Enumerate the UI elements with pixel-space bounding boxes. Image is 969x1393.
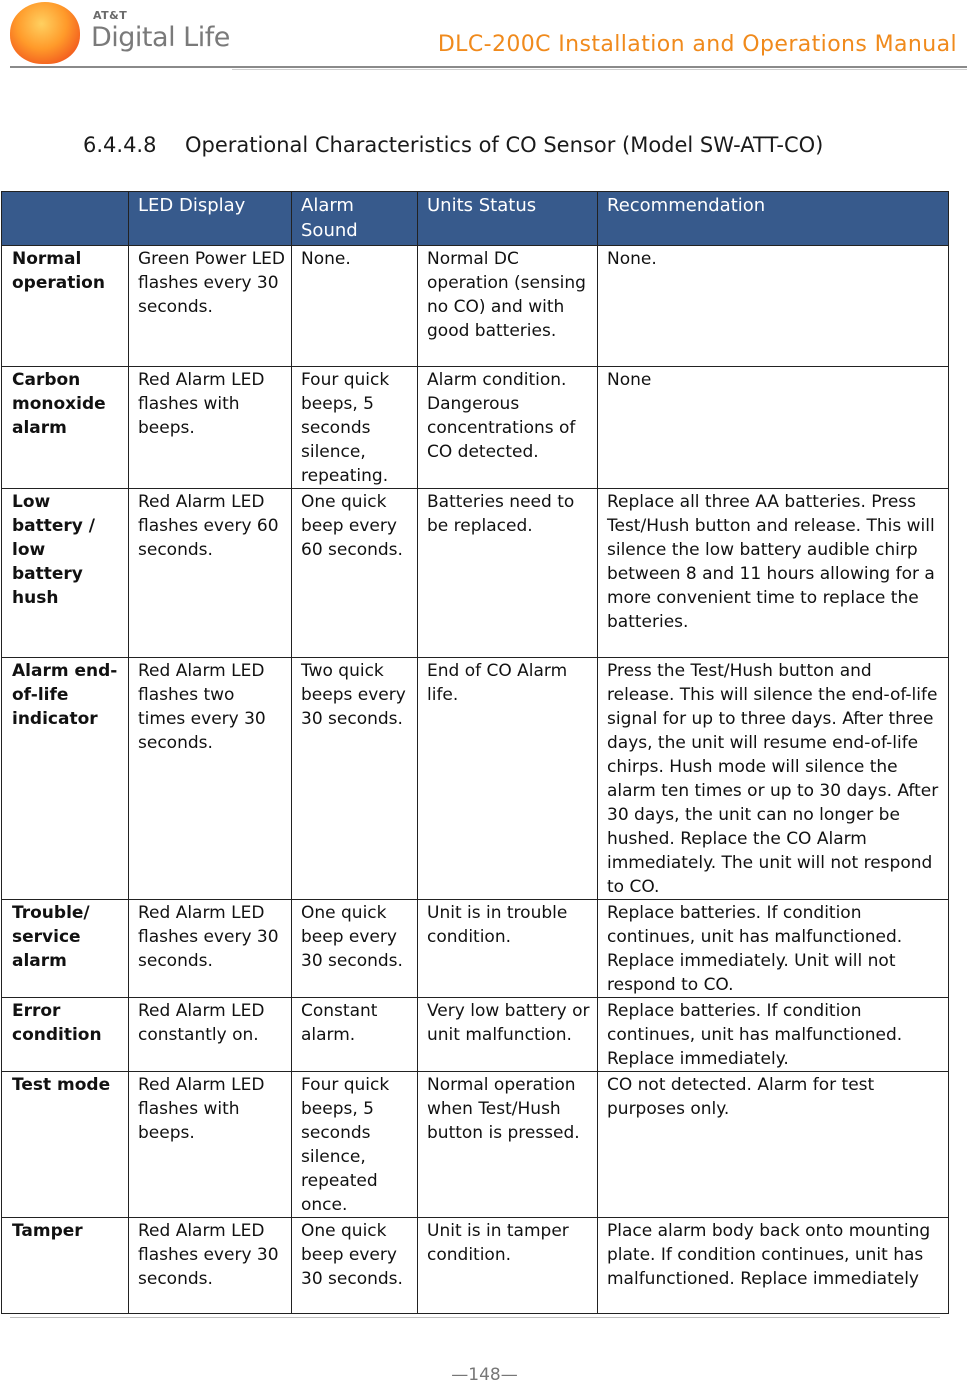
table-row [2,998,949,1072]
page-number: —148— [451,1365,518,1385]
section-number: 6.4.4.8 [83,133,157,157]
row-condition: Error condition [2,998,129,1072]
row-alarm-sound: Four quick beeps, 5 seconds silence, repeating. [292,367,418,489]
row-alarm-sound: One quick beep every 30 seconds. [292,1218,418,1314]
table-row [2,1072,949,1218]
row-condition: Carbon monoxide alarm [2,367,129,489]
row-condition: Normal operation [2,246,129,367]
row-alarm-sound: One quick beep every 60 seconds. [292,489,418,658]
table-row [2,489,949,658]
row-recommendation: Replace batteries. If condition continues, unit has malfunctioned. Replace immediately. Unit will not respond to CO. [598,900,949,998]
table-row [2,246,949,367]
table-header-row [2,192,949,246]
logo-digital-life-text: Digital Life [91,22,230,53]
row-alarm-sound: None. [292,246,418,367]
row-led-display: Red Alarm LED flashes with beeps. [129,367,292,489]
column-header-alarm-sound: Alarm Sound [292,192,418,246]
row-condition: Tamper [2,1218,129,1314]
row-alarm-sound: One quick beep every 30 seconds. [292,900,418,998]
row-recommendation: Replace batteries. If condition continues, unit has malfunctioned. Replace immediately. [598,998,949,1072]
row-led-display: Red Alarm LED flashes two times every 30 seconds. [129,658,292,900]
footer-divider [10,1317,940,1318]
row-recommendation: Place alarm body back onto mounting plate. If condition continues, unit has malfunctioned. Replace immediately [598,1218,949,1314]
row-recommendation: Replace all three AA batteries. Press Test/Hush button and release. This will silence the low battery audible chirp between 8 and 11 hours allowing for a more convenient time to replace the batteries. [598,489,949,658]
row-units-status: Normal operation when Test/Hush button is pressed. [418,1072,598,1218]
column-header-condition [2,192,129,246]
section-heading [83,133,823,157]
row-led-display: Red Alarm LED flashes every 30 seconds. [129,1218,292,1314]
row-recommendation: Press the Test/Hush button and release. This will silence the end-of-life signal for up to three days. After three days, the unit will resume end-of-life chirps. Hush mode will silence the alarm ten times or up to 30 days. After 30 days, the unit can no longer be hushed. Replace the CO Alarm immediately. The unit will not respond to CO. [598,658,949,900]
row-led-display: Red Alarm LED flashes with beeps. [129,1072,292,1218]
logo-att-text: AT&T [93,9,128,22]
row-units-status: Batteries need to be replaced. [418,489,598,658]
row-recommendation: None [598,367,949,489]
table-row [2,367,949,489]
row-led-display: Green Power LED flashes every 30 seconds. [129,246,292,367]
row-units-status: End of CO Alarm life. [418,658,598,900]
row-units-status: Very low battery or unit malfunction. [418,998,598,1072]
row-recommendation: None. [598,246,949,367]
table-row [2,1218,949,1314]
row-units-status: Normal DC operation (sensing no CO) and with good batteries. [418,246,598,367]
row-condition: Test mode [2,1072,129,1218]
row-condition: Trouble/ service alarm [2,900,129,998]
row-led-display: Red Alarm LED constantly on. [129,998,292,1072]
row-condition: Low battery / low battery hush [2,489,129,658]
row-units-status: Unit is in tamper condition. [418,1218,598,1314]
header-divider-secondary [232,69,967,70]
table-row [2,900,949,998]
document-title: DLC-200C Installation and Operations Manual [437,32,957,57]
row-units-status: Unit is in trouble condition. [418,900,598,998]
row-recommendation: CO not detected. Alarm for test purposes only. [598,1072,949,1218]
table-row [2,658,949,900]
att-globe-logo-icon [10,2,80,64]
column-header-led-display: LED Display [129,192,292,246]
co-sensor-table [1,191,949,1314]
section-title: Operational Characteristics of CO Sensor (Model SW-ATT-CO) [185,133,824,157]
column-header-units-status: Units Status [418,192,598,246]
row-alarm-sound: Constant alarm. [292,998,418,1072]
row-led-display: Red Alarm LED flashes every 30 seconds. [129,900,292,998]
row-units-status: Alarm condition. Dangerous concentrations of CO detected. [418,367,598,489]
header-divider [10,66,967,68]
column-header-recommendation: Recommendation [598,192,949,246]
row-condition: Alarm end-of-life indicator [2,658,129,900]
row-led-display: Red Alarm LED flashes every 60 seconds. [129,489,292,658]
row-alarm-sound: Two quick beeps every 30 seconds. [292,658,418,900]
row-alarm-sound: Four quick beeps, 5 seconds silence, repeated once. [292,1072,418,1218]
page-header [0,0,969,72]
